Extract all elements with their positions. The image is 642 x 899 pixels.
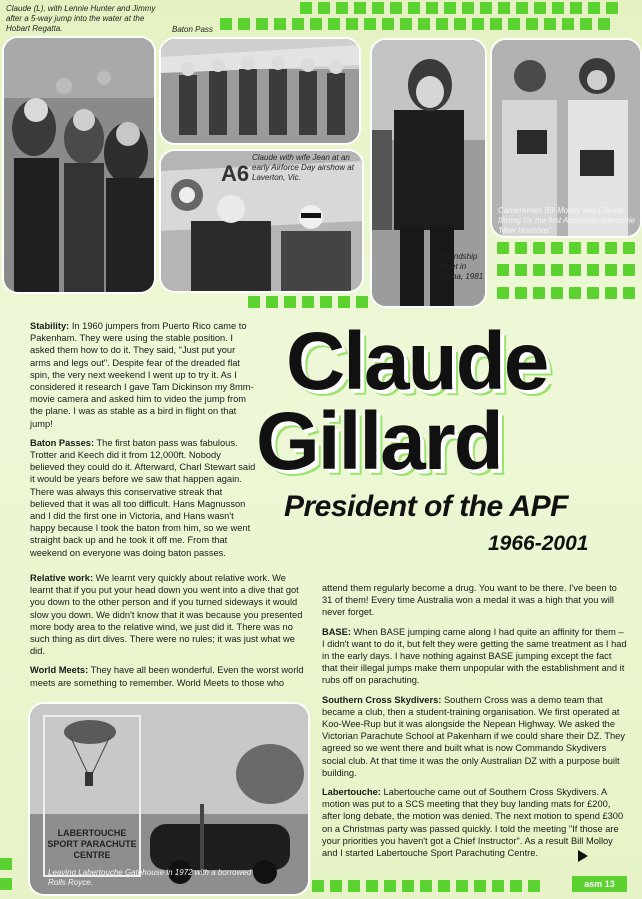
left-column <box>30 320 258 566</box>
paragraph-base <box>322 626 628 687</box>
plane-marking: A6 <box>221 161 250 186</box>
heading-southern-cross: Southern Cross Skydivers: <box>322 694 442 705</box>
text-stability: In 1960 jumpers from Puerto Rico came to Pakenham. They were using the stable position. I asked them how to do it. They said, "Just put your arms and legs out". Despite fear of the dreaded flat spin, the very next weekend I went up to try it. As I considered it research I gave Tam Dickinson my 8mm-movie camera and asked him to video the jump from the plane. I was as stable as a bird in flight on that jump! <box>30 321 254 429</box>
text-world-meets: They have all been wonderful. Even the worst world meets are something to remember. World Meets to those who <box>30 665 304 688</box>
caption-baton-pass: Baton Pass <box>172 25 213 34</box>
heading-base: BASE: <box>322 626 351 637</box>
text-baton-passes: The first baton pass was fabulous. Trotter and Keech did it from 12,000ft. Nobody believed they could do it. Afterward, Charl Stewart said it would be years before we saw that happen again. There was always this conservative streak that believed that it was all too difficult. Hans Magnusson and I did the first one in Victoria, and Hans wasn't happy because I took the baton from him, so we went straight back up and he took it off me. From that weekend on everyone was doing baton passes. <box>30 437 256 558</box>
photo-regatta-group <box>4 38 154 292</box>
years: 1966-2001 <box>488 532 589 555</box>
subtitle: President of the APF <box>284 490 568 523</box>
sign-line-1: LABERTOUCHE <box>57 828 127 838</box>
right-column <box>322 582 628 866</box>
decorative-squares-left <box>0 858 12 890</box>
decorative-squares-right-1 <box>497 242 635 254</box>
title-first-name: Claude <box>286 316 548 407</box>
text-relative-work: We learnt very quickly about relative work. We learnt that if you put your head down you went into a dive that got you down to the other person and if you turned sideways it would slow you down. We didn't know that it was because you presented more body area to the relative wind, we just did it. There was no such thing as dirt dives. There were no rules; it was just what we did. <box>30 573 303 657</box>
title-last-name: Gillard <box>256 396 502 487</box>
caption-airshow: Claude with wife Jean at an early Airforce Day airshow at Laverton, Vic. <box>252 153 354 182</box>
caption-cameramen: Cameramen Bill Molloy and Claude filming for the first Australian telemovie 'New Horizons' <box>498 206 636 235</box>
text-attend: attend them regularly become a drug. You want to be there. I've been to 31 of them! Every time Australia won a medal it was a high that you will never forget. <box>322 583 617 618</box>
page-number: asm 13 <box>572 876 627 892</box>
decorative-squares-top-2 <box>220 18 610 30</box>
paragraph-baton <box>30 437 258 559</box>
heading-labertouche: Labertouche: <box>322 787 381 798</box>
sign-labertouche <box>44 828 140 861</box>
heading-stability: Stability: <box>30 321 70 331</box>
text-base: When BASE jumping came along I had quite an affinity for them – I didn't want to do it, but felt they were getting the same treatment as I had in the early days. I have nothing against BASE jumping except the fact that their illegal jumps make them unpopular with the establishment and it rubs off on parachuting. <box>322 626 627 686</box>
sign-line-2: SPORT PARACHUTE CENTRE <box>47 839 137 860</box>
paragraph-labertouche <box>322 786 628 859</box>
photo-baton-pass <box>161 39 359 143</box>
heading-world-meets: World Meets: <box>30 665 89 676</box>
paragraph-stability <box>30 320 258 430</box>
text-labertouche: Labertouche came out of Southern Cross Skydivers. A motion was put to a SCS meeting that they buy landing mats for £200, after long debate, the motion was denied. The next motion to spend £300 on a Christmas party was passed quickly. I told the meeting "If those are your priorities you haven't got a Chief Instructor". As a result Bill Molloy and I started Labertouche Sport Parachuting Centre. <box>322 787 624 859</box>
heading-relative-work: Relative work: <box>30 573 94 583</box>
text-southern-cross: Southern Cross was a demo team that became a club, then a student-training organisation. We first operated at Koo-Wee-Rup but it was alongside the Nepean Highway. We asked the Victorian Parachute School at Pakenham if we could share their DZ. They agreed so we went there and built what is now Commando Skydivers social club. At that time it was the only Australian DZ with a purpose built building. <box>322 694 625 778</box>
paragraph-world-meets <box>30 664 308 688</box>
decorative-squares-top <box>300 2 618 14</box>
left-wide-column <box>30 572 308 696</box>
paragraph-attend <box>322 582 628 619</box>
caption-regatta: Claude (L), with Lennie Hunter and Jimmy after a 5-way jump into the water at the Hobart Regatta. <box>6 4 156 33</box>
photo-labertouche-gatehouse <box>30 704 308 894</box>
caption-china: Friendship Meet in China, 1981 <box>440 252 484 281</box>
decorative-squares-right-2 <box>497 264 635 276</box>
decorative-squares-mid <box>248 296 368 308</box>
decorative-squares-right-3 <box>497 287 635 299</box>
caption-labertouche: Leaving Labertouche Gatehouse in 1972 with a borrowed Rolls Royce. <box>48 868 252 887</box>
paragraph-relative-work <box>30 572 308 657</box>
heading-baton-passes: Baton Passes: <box>30 437 95 448</box>
continue-arrow-icon <box>578 850 588 862</box>
decorative-squares-bottom <box>312 880 540 892</box>
paragraph-southern-cross <box>322 694 628 779</box>
